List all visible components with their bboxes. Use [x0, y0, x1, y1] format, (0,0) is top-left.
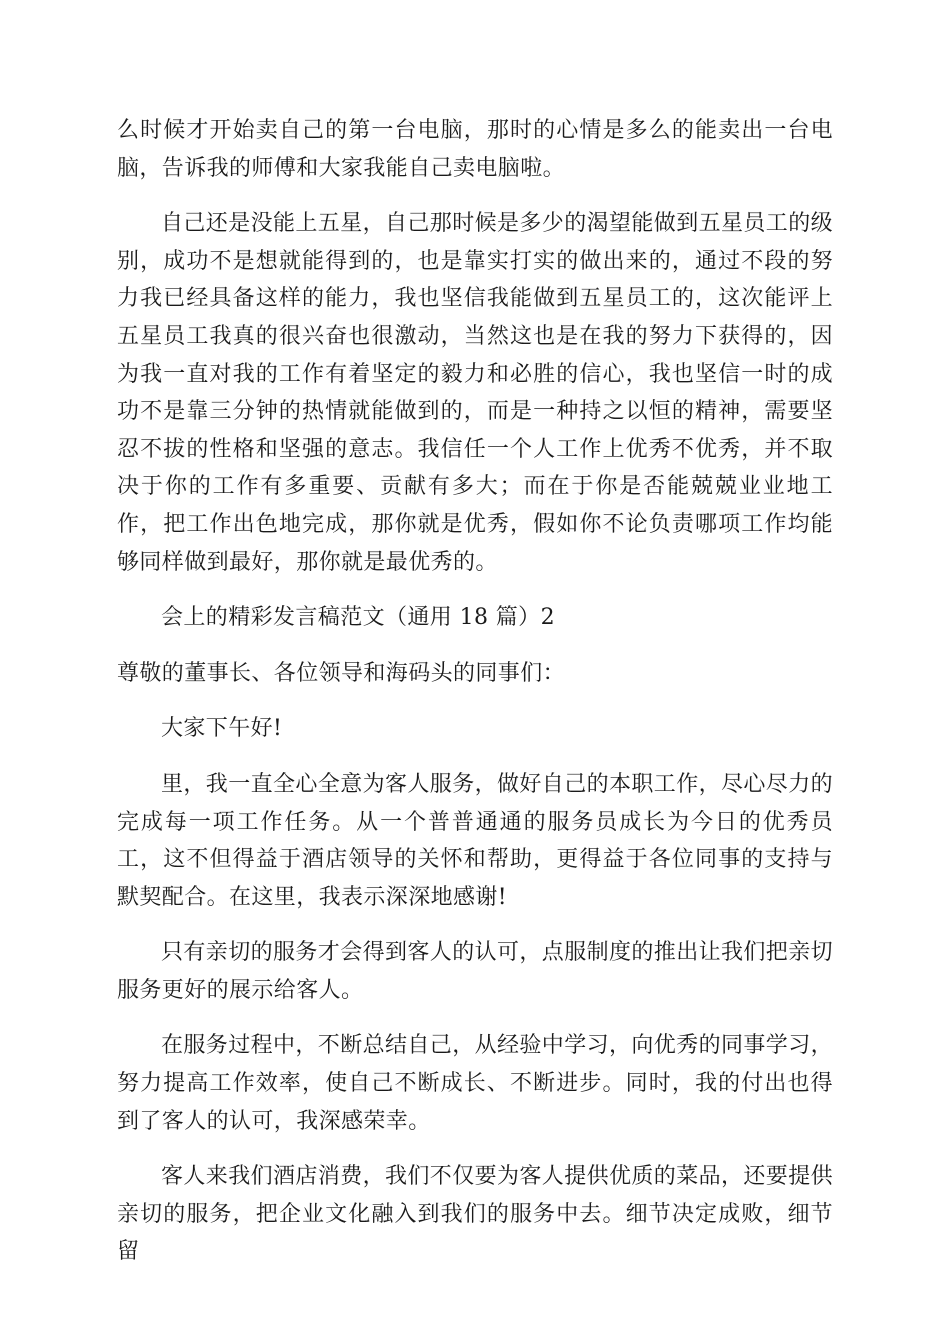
paragraph-1: 么时候才开始卖自己的第一台电脑，那时的心情是多么的能卖出一台电脑，告诉我的师傅和大家我能自己卖电脑啦。 — [117, 118, 833, 181]
greeting: 大家下午好! — [161, 716, 283, 742]
paragraph-2: 自己还是没能上五星，自己那时候是多少的渴望能做到五星员工的级别，成功不是想就能得到的，也是靠实打实的做出来的，通过不段的努力我已经具备这样的能力，我也坚信我能做到五星员工的，这次能评上五星员工我真的很兴奋也很激动，当然这也是在我的努力下获得的，因为我一直对我的工作有着坚定的毅力和必胜的信心，我也坚信一时的成功不是靠三分钟的热情就能做到的，而是一种持之以恒的精神，需要坚忍不拔的性格和坚强的意志。我信任一个人工作上优秀不优秀，并不取决于你的工作有多重要、贡献有多大；而在于你是否能兢兢业业地工作，把工作出色地完成，那你就是优秀，假如你不论负责哪项工作均能够同样做到最好，那你就是最优秀的。 — [117, 211, 834, 575]
section-heading: 会上的精彩发言稿范文（通用 18 篇）2 — [161, 605, 555, 631]
paragraph-3: 里，我一直全心全意为客人服务，做好自己的本职工作，尽心尽力的完成每一项工作任务。从一个普普通通的服务员成长为今日的优秀员工，这不但得益于酒店领导的关怀和帮助，更得益于各位同事的支持与默契配合。在这里，我表示深深地感谢! — [117, 771, 834, 910]
paragraph-5: 在服务过程中，不断总结自己，从经验中学习，向优秀的同事学习，努力提高工作效率，使自己不断成长、不断进步。同时，我的付出也得到了客人的认可，我深感荣幸。 — [117, 1033, 834, 1134]
document-body — [117, 112, 833, 1289]
paragraph-4: 只有亲切的服务才会得到客人的认可，点服制度的推出让我们把亲切服务更好的展示给客人。 — [117, 940, 834, 1003]
paragraph-6: 客人来我们酒店消费，我们不仅要为客人提供优质的菜品，还要提供亲切的服务，把企业文化融入到我们的服务中去。细节决定成败，细节留 — [117, 1164, 834, 1265]
salutation: 尊敬的董事长、各位领导和海码头的同事们： — [117, 660, 566, 686]
